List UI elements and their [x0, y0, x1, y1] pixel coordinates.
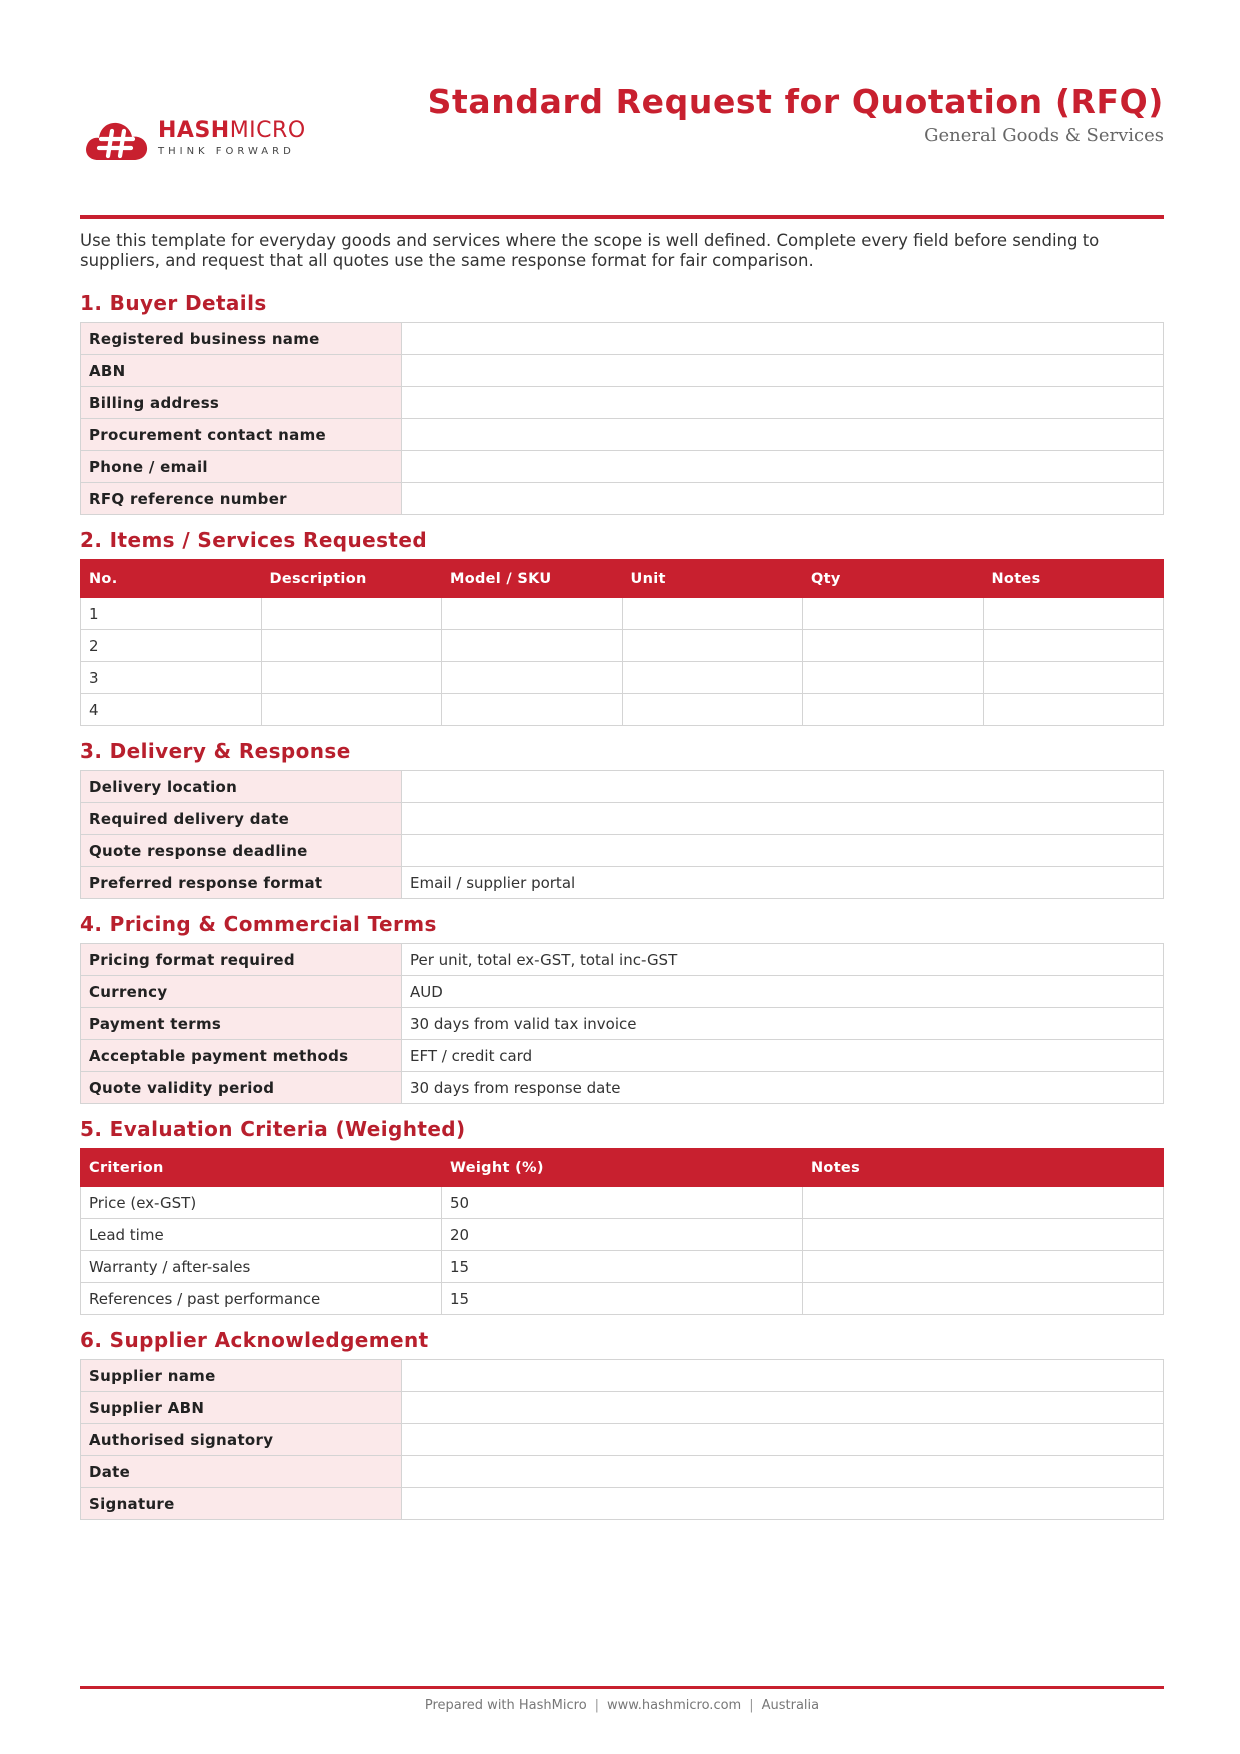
column-header: Model / SKU [442, 560, 623, 598]
field-value[interactable] [402, 387, 1164, 419]
field-value[interactable]: 30 days from valid tax invoice [402, 1008, 1164, 1040]
table-cell[interactable] [983, 598, 1164, 630]
form-row [81, 1040, 1164, 1072]
table-cell[interactable]: 15 [442, 1251, 803, 1283]
field-label: Required delivery date [81, 803, 402, 835]
table-row [81, 1251, 1164, 1283]
document-title: Standard Request for Quotation (RFQ) [427, 82, 1164, 121]
field-label: Procurement contact name [81, 419, 402, 451]
table-cell[interactable] [622, 694, 803, 726]
table-cell[interactable] [261, 630, 442, 662]
table-cell[interactable] [803, 1283, 1164, 1315]
table-cell[interactable] [442, 598, 623, 630]
table-cell: 3 [81, 662, 262, 694]
column-header: Description [261, 560, 442, 598]
field-value[interactable] [402, 1392, 1164, 1424]
brand-logo [84, 114, 306, 164]
table-cell[interactable] [803, 1251, 1164, 1283]
field-value[interactable] [402, 1360, 1164, 1392]
evaluation-table [80, 1148, 1164, 1315]
table-row [81, 694, 1164, 726]
table-cell[interactable] [261, 694, 442, 726]
header-divider [80, 215, 1164, 219]
field-value[interactable]: Email / supplier portal [402, 867, 1164, 899]
footer-website-link[interactable]: www.hashmicro.com [607, 1698, 742, 1713]
form-row [81, 323, 1164, 355]
table-cell[interactable] [442, 662, 623, 694]
form-row [81, 803, 1164, 835]
table-cell: 2 [81, 630, 262, 662]
brand-text [158, 119, 306, 159]
section-title-pricing: 4. Pricing & Commercial Terms [80, 912, 437, 936]
form-row [81, 771, 1164, 803]
field-label: Date [81, 1456, 402, 1488]
footer-separator: | [594, 1698, 600, 1713]
table-cell[interactable] [803, 598, 984, 630]
table-cell[interactable] [983, 662, 1164, 694]
field-label: RFQ reference number [81, 483, 402, 515]
footer-prepared: Prepared with HashMicro [424, 1698, 587, 1713]
form-row [81, 976, 1164, 1008]
page [80, 0, 1164, 1754]
field-label: Acceptable payment methods [81, 1040, 402, 1072]
field-value[interactable] [402, 803, 1164, 835]
table-cell[interactable] [622, 598, 803, 630]
field-label: Authorised signatory [81, 1424, 402, 1456]
table-cell: Price (ex-GST) [81, 1187, 442, 1219]
field-label: Currency [81, 976, 402, 1008]
table-cell: References / past performance [81, 1283, 442, 1315]
footer-separator: | [749, 1698, 754, 1713]
table-cell[interactable]: 15 [442, 1283, 803, 1315]
hashmicro-cloud-icon [84, 114, 150, 164]
table-row [81, 598, 1164, 630]
field-value[interactable]: AUD [402, 976, 1164, 1008]
field-label: Supplier name [81, 1360, 402, 1392]
footer-divider [80, 1686, 1164, 1689]
table-row [81, 1219, 1164, 1251]
form-row [81, 387, 1164, 419]
title-block [428, 80, 1164, 148]
field-value[interactable] [402, 451, 1164, 483]
table-cell[interactable]: 50 [442, 1187, 803, 1219]
field-value[interactable] [402, 323, 1164, 355]
field-value[interactable]: 30 days from response date [402, 1072, 1164, 1104]
table-cell[interactable] [803, 1187, 1164, 1219]
delivery-table [80, 770, 1164, 899]
document-subtitle: General Goods & Services [924, 125, 1164, 146]
field-label: Quote response deadline [81, 835, 402, 867]
buyer-details-table [80, 322, 1164, 515]
field-value[interactable] [402, 1456, 1164, 1488]
field-value[interactable] [402, 1424, 1164, 1456]
form-row [81, 867, 1164, 899]
column-header: Weight (%) [442, 1149, 803, 1187]
form-row [81, 1008, 1164, 1040]
form-row [81, 419, 1164, 451]
field-label: ABN [81, 355, 402, 387]
field-label: Billing address [81, 387, 402, 419]
field-label: Supplier ABN [81, 1392, 402, 1424]
items-table [80, 559, 1164, 726]
table-cell[interactable] [983, 694, 1164, 726]
table-cell[interactable] [622, 662, 803, 694]
section-title-evaluation: 5. Evaluation Criteria (Weighted) [80, 1117, 466, 1141]
field-label: Pricing format required [81, 944, 402, 976]
field-label: Delivery location [81, 771, 402, 803]
column-header: No. [81, 560, 262, 598]
form-row [81, 355, 1164, 387]
table-cell: 1 [81, 598, 262, 630]
table-row [81, 1187, 1164, 1219]
pricing-table [80, 943, 1164, 1104]
field-value[interactable]: EFT / credit card [402, 1040, 1164, 1072]
footer [80, 1697, 1164, 1715]
form-row [81, 1488, 1164, 1520]
section-title-buyer: 1. Buyer Details [80, 291, 267, 315]
field-label: Registered business name [81, 323, 402, 355]
field-label: Payment terms [81, 1008, 402, 1040]
column-header: Notes [983, 560, 1164, 598]
table-cell[interactable] [803, 694, 984, 726]
table-cell: Warranty / after-sales [81, 1251, 442, 1283]
column-header: Unit [622, 560, 803, 598]
footer-country: Australia [761, 1698, 820, 1713]
table-cell[interactable] [261, 662, 442, 694]
header [80, 80, 1164, 220]
form-row [81, 1072, 1164, 1104]
form-row [81, 1456, 1164, 1488]
table-cell[interactable] [983, 630, 1164, 662]
table-cell[interactable] [803, 1219, 1164, 1251]
table-cell[interactable] [442, 694, 623, 726]
column-header: Qty [803, 560, 984, 598]
field-value[interactable]: Per unit, total ex-GST, total inc-GST [402, 944, 1164, 976]
field-value[interactable] [402, 355, 1164, 387]
form-row [81, 451, 1164, 483]
field-label: Signature [81, 1488, 402, 1520]
field-label: Quote validity period [81, 1072, 402, 1104]
field-value[interactable] [402, 419, 1164, 451]
field-label: Phone / email [81, 451, 402, 483]
table-cell[interactable] [261, 598, 442, 630]
table-cell[interactable]: 20 [442, 1219, 803, 1251]
section-title-delivery: 3. Delivery & Response [80, 739, 351, 763]
field-value[interactable] [402, 483, 1164, 515]
form-row [81, 835, 1164, 867]
section-title-supplier: 6. Supplier Acknowledgement [80, 1328, 429, 1352]
table-cell: Lead time [81, 1219, 442, 1251]
brand-name: HASHMICRO [158, 118, 306, 143]
field-value[interactable] [402, 835, 1164, 867]
field-value[interactable] [402, 1488, 1164, 1520]
table-cell[interactable] [622, 630, 803, 662]
form-row [81, 1392, 1164, 1424]
form-row [81, 1360, 1164, 1392]
supplier-table [80, 1359, 1164, 1520]
table-cell[interactable] [803, 630, 984, 662]
table-cell: 4 [81, 694, 262, 726]
section-title-items: 2. Items / Services Requested [80, 528, 428, 552]
form-row [81, 1424, 1164, 1456]
form-row [81, 944, 1164, 976]
column-header: Notes [803, 1149, 1164, 1187]
brand-tagline: THINK FORWARD [158, 146, 295, 157]
table-cell[interactable] [803, 662, 984, 694]
table-row [81, 662, 1164, 694]
field-label: Preferred response format [81, 867, 402, 899]
table-row [81, 1283, 1164, 1315]
form-row [81, 483, 1164, 515]
field-value[interactable] [402, 771, 1164, 803]
column-header: Criterion [81, 1149, 442, 1187]
table-cell[interactable] [442, 630, 623, 662]
intro-text: Use this template for everyday goods and services where the scope is well defined. Complete every field before sending to suppliers, and request that all quotes use the same response format for fair comparison. [80, 231, 1100, 270]
table-row [81, 630, 1164, 662]
